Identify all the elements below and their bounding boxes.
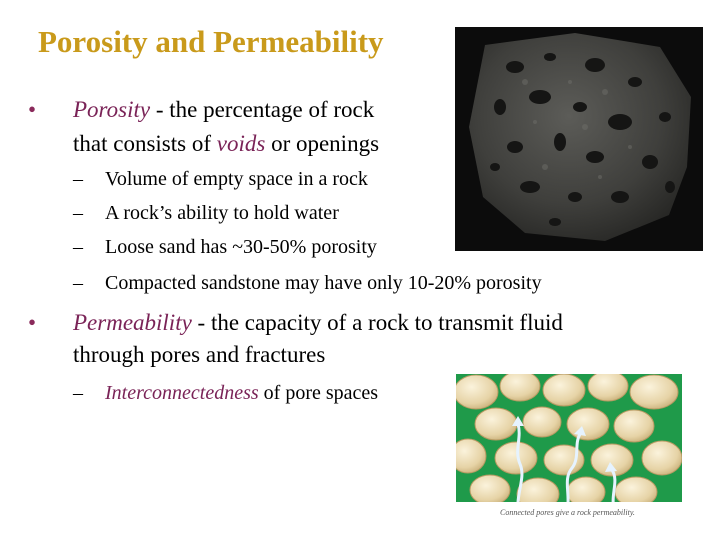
sub-item-text: A rock’s ability to hold water bbox=[105, 202, 339, 224]
porosity-definition-b: that consists of bbox=[73, 131, 217, 156]
dash: – bbox=[73, 168, 83, 190]
dash: – bbox=[73, 236, 83, 258]
bullet-point: • bbox=[28, 310, 37, 335]
bullet-porosity-line2 bbox=[73, 128, 379, 159]
porosity-term: Porosity bbox=[73, 97, 151, 122]
dash: – bbox=[73, 272, 83, 294]
slide-title: Porosity and Permeability bbox=[38, 24, 384, 59]
bullet-porosity-line1 bbox=[73, 94, 374, 125]
sub-item-text: Loose sand has ~30-50% porosity bbox=[105, 236, 377, 258]
bullet-point: • bbox=[28, 97, 37, 122]
sub-item-text: Compacted sandstone may have only 10-20% porosity bbox=[105, 272, 542, 294]
bullet-permeability-line1 bbox=[73, 307, 563, 338]
sub-item-text: Volume of empty space in a rock bbox=[105, 168, 368, 190]
permeability-term: Permeability bbox=[73, 310, 192, 335]
permeability-definition-a: - the capacity of a rock to transmit fluid bbox=[191, 310, 563, 335]
sub-item-text bbox=[105, 380, 378, 406]
permeability-definition-b: through pores and fractures bbox=[73, 342, 326, 367]
connected-pores-illustration bbox=[456, 374, 682, 520]
interconnectedness-term: Interconnectedness bbox=[105, 382, 259, 404]
porosity-definition-a: - the percentage of rock bbox=[150, 97, 375, 122]
pore-spaces-text: of pore spaces bbox=[258, 382, 379, 404]
porous-rock-image bbox=[455, 27, 703, 251]
dash: – bbox=[73, 202, 83, 224]
dash: – bbox=[73, 382, 83, 404]
voids-term: voids bbox=[216, 131, 266, 156]
porosity-definition-c: or openings bbox=[265, 131, 380, 156]
illustration-caption: Connected pores give a rock permeability. bbox=[500, 508, 635, 517]
